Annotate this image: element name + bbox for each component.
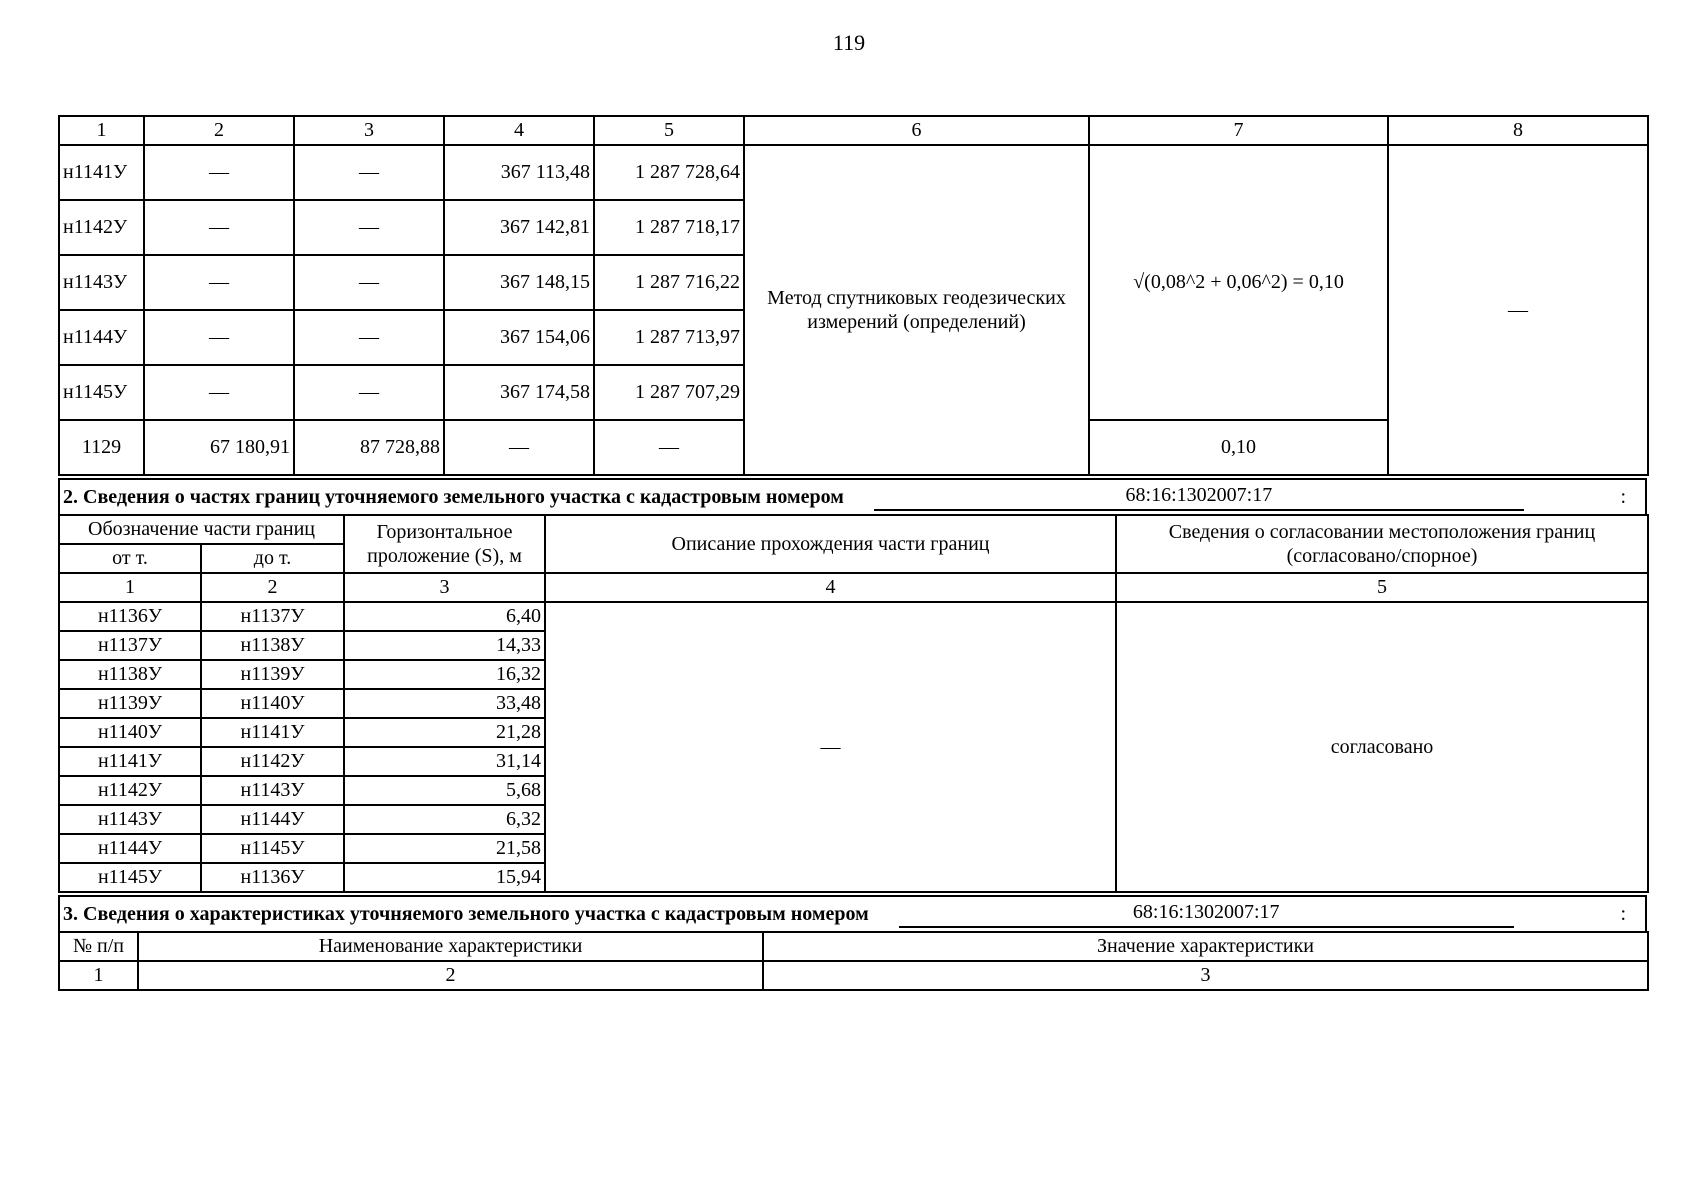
cell: — bbox=[294, 145, 444, 200]
colon: : bbox=[1620, 485, 1626, 508]
col-number: 6 bbox=[744, 116, 1089, 145]
to-point: н1139У bbox=[201, 660, 344, 689]
point-name: н1144У bbox=[59, 310, 144, 365]
from-point: н1143У bbox=[59, 805, 201, 834]
coord-x: — bbox=[444, 420, 594, 475]
to-point: н1141У bbox=[201, 718, 344, 747]
col8-cell: — bbox=[1388, 145, 1648, 475]
column-number-row bbox=[59, 573, 1648, 602]
head-agreement: Сведения о согласовании местоположения границ (согласовано/спорное) bbox=[1116, 515, 1648, 573]
agreement-value: согласовано bbox=[1116, 602, 1648, 892]
to-point: н1142У bbox=[201, 747, 344, 776]
description-value: — bbox=[545, 602, 1116, 892]
cell: — bbox=[144, 310, 294, 365]
boundary-parts-table bbox=[58, 514, 1649, 893]
col-number: 1 bbox=[59, 116, 144, 145]
section3-heading bbox=[59, 896, 1646, 932]
point-name: н1141У bbox=[59, 145, 144, 200]
col-number: 1 bbox=[59, 961, 138, 990]
section2-cadastral-number: 68:16:1302007:17 bbox=[874, 484, 1524, 511]
col-number: 1 bbox=[59, 573, 201, 602]
col-number: 4 bbox=[545, 573, 1116, 602]
col-number: 2 bbox=[201, 573, 344, 602]
accuracy-value: 0,10 bbox=[1089, 420, 1388, 475]
cell: — bbox=[294, 200, 444, 255]
length-value: 6,40 bbox=[344, 602, 545, 631]
from-point: н1139У bbox=[59, 689, 201, 718]
cell: — bbox=[294, 365, 444, 420]
to-point: н1138У bbox=[201, 631, 344, 660]
head-description: Описание прохождения части границ bbox=[545, 515, 1116, 573]
col-number: 3 bbox=[344, 573, 545, 602]
point-name: н1142У bbox=[59, 200, 144, 255]
to-point: н1145У bbox=[201, 834, 344, 863]
to-point: н1137У bbox=[201, 602, 344, 631]
from-point: н1136У bbox=[59, 602, 201, 631]
col-number: 7 bbox=[1089, 116, 1388, 145]
coord-x: 367 142,81 bbox=[444, 200, 594, 255]
from-point: н1138У bbox=[59, 660, 201, 689]
col-number: 5 bbox=[1116, 573, 1648, 602]
head-characteristic-value: Значение характеристики bbox=[763, 932, 1648, 961]
cell: 67 180,91 bbox=[144, 420, 294, 475]
page-number: 119 bbox=[832, 30, 866, 55]
cell: — bbox=[144, 200, 294, 255]
coord-x: 367 154,06 bbox=[444, 310, 594, 365]
coordinates-table bbox=[58, 115, 1649, 476]
from-point: н1144У bbox=[59, 834, 201, 863]
section2-heading-table bbox=[58, 478, 1647, 516]
characteristics-table bbox=[58, 931, 1649, 991]
coord-y: 1 287 716,22 bbox=[594, 255, 744, 310]
coord-x: 367 148,15 bbox=[444, 255, 594, 310]
table-row bbox=[59, 602, 1648, 631]
col-number: 4 bbox=[444, 116, 594, 145]
length-value: 5,68 bbox=[344, 776, 545, 805]
col-number: 2 bbox=[138, 961, 763, 990]
coord-x: 367 174,58 bbox=[444, 365, 594, 420]
coord-y: 1 287 718,17 bbox=[594, 200, 744, 255]
column-number-row bbox=[59, 961, 1648, 990]
to-point: н1143У bbox=[201, 776, 344, 805]
coord-y: — bbox=[594, 420, 744, 475]
section2-heading bbox=[59, 479, 1646, 515]
table-row bbox=[59, 145, 1648, 200]
point-name: н1143У bbox=[59, 255, 144, 310]
column-number-row bbox=[59, 116, 1648, 145]
head-characteristic-name: Наименование характеристики bbox=[138, 932, 763, 961]
cell: — bbox=[144, 145, 294, 200]
to-point: н1144У bbox=[201, 805, 344, 834]
cell: — bbox=[294, 310, 444, 365]
from-point: н1140У bbox=[59, 718, 201, 747]
head-part-designation: Обозначение части границ bbox=[59, 515, 344, 544]
coord-y: 1 287 728,64 bbox=[594, 145, 744, 200]
col-number: 5 bbox=[594, 116, 744, 145]
length-value: 6,32 bbox=[344, 805, 545, 834]
section3-title: 3. Сведения о характеристиках уточняемого земельного участка с кадастровым номером bbox=[63, 902, 869, 925]
length-value: 15,94 bbox=[344, 863, 545, 892]
section2-title: 2. Сведения о частях границ уточняемого земельного участка с кадастровым номером bbox=[63, 485, 844, 508]
head-to: до т. bbox=[201, 544, 344, 573]
coord-y: 1 287 707,29 bbox=[594, 365, 744, 420]
to-point: н1136У bbox=[201, 863, 344, 892]
length-value: 33,48 bbox=[344, 689, 545, 718]
head-horizontal-length: Горизонтальное проложение (S), м bbox=[344, 515, 545, 573]
accuracy-formula: √(0,08^2 + 0,06^2) = 0,10 bbox=[1089, 145, 1388, 420]
from-point: н1142У bbox=[59, 776, 201, 805]
colon: : bbox=[1620, 902, 1626, 925]
from-point: н1145У bbox=[59, 863, 201, 892]
coord-y: 1 287 713,97 bbox=[594, 310, 744, 365]
cell: 87 728,88 bbox=[294, 420, 444, 475]
method-cell: Метод спутниковых геодезических измерений (определений) bbox=[744, 145, 1089, 475]
coord-x: 367 113,48 bbox=[444, 145, 594, 200]
col-number: 2 bbox=[144, 116, 294, 145]
col-number: 3 bbox=[294, 116, 444, 145]
section3-cadastral-number: 68:16:1302007:17 bbox=[899, 901, 1514, 928]
point-name: н1145У bbox=[59, 365, 144, 420]
cell: — bbox=[144, 365, 294, 420]
length-value: 21,58 bbox=[344, 834, 545, 863]
col-number: 3 bbox=[763, 961, 1648, 990]
length-value: 16,32 bbox=[344, 660, 545, 689]
from-point: н1137У bbox=[59, 631, 201, 660]
point-name: 1129 bbox=[59, 420, 144, 475]
cell: — bbox=[294, 255, 444, 310]
head-from: от т. bbox=[59, 544, 201, 573]
col-number: 8 bbox=[1388, 116, 1648, 145]
length-value: 21,28 bbox=[344, 718, 545, 747]
length-value: 14,33 bbox=[344, 631, 545, 660]
cell: — bbox=[144, 255, 294, 310]
length-value: 31,14 bbox=[344, 747, 545, 776]
head-number: № п/п bbox=[59, 932, 138, 961]
from-point: н1141У bbox=[59, 747, 201, 776]
to-point: н1140У bbox=[201, 689, 344, 718]
section3-heading-table bbox=[58, 895, 1647, 933]
